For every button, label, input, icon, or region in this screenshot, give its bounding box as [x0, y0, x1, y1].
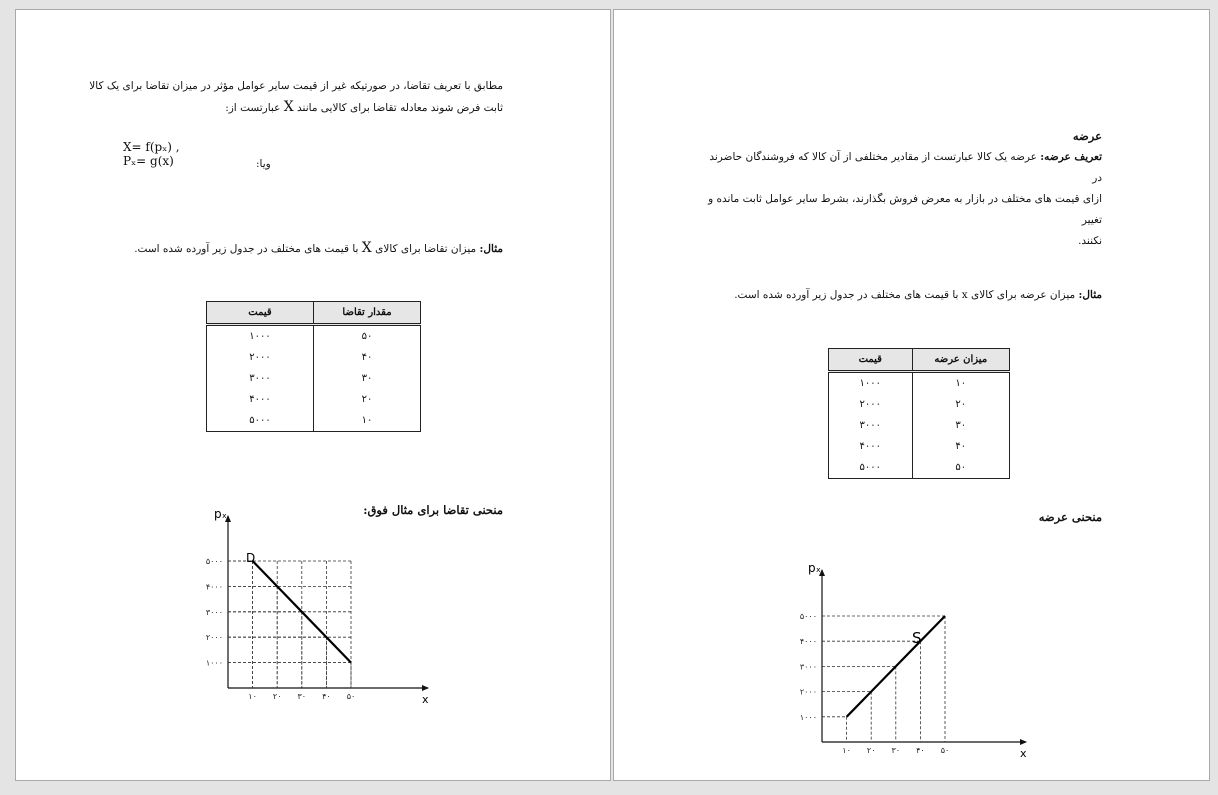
x-tick-label: ۱۰: [248, 692, 257, 701]
y-tick-label: ۵۰۰۰: [799, 612, 817, 621]
x-tick-label: ۳۰: [891, 746, 901, 755]
intro-line-2: [83, 97, 503, 119]
table-cell: ۱۰۰۰: [829, 372, 913, 395]
y-axis-label: pₓ: [808, 561, 821, 575]
table-row: [207, 389, 421, 410]
table-cell: ۵۰۰۰: [207, 410, 314, 432]
table-cell: ۱۰: [912, 372, 1009, 395]
table-row: [829, 372, 1010, 395]
y-tick-label: ۲۰۰۰: [205, 633, 223, 643]
intro-variable: X: [283, 99, 294, 115]
example-label: مثال:: [1078, 289, 1102, 301]
table-cell: ۳۰۰۰: [829, 415, 913, 436]
supply-example-line: [734, 285, 1102, 306]
table-cell: ۴۰۰۰: [829, 436, 913, 457]
example-label: مثال:: [479, 243, 503, 255]
y-tick-label: ۱۰۰۰: [799, 712, 817, 722]
x-tick-label: ۳۰: [297, 692, 307, 701]
intro-line-2-part-a: ثابت فرض شوند معادله تقاضا برای کالایی مانند: [297, 102, 503, 114]
y-tick-label: ۳۰۰۰: [799, 662, 817, 672]
y-axis-label: pₓ: [214, 507, 227, 521]
table-cell: ۲۰۰۰: [829, 394, 913, 415]
supply-definition-paragraph: [702, 147, 1102, 252]
table-cell: ۱۰: [314, 410, 421, 432]
table-row: [207, 347, 421, 368]
x-tick-label: ۴۰: [916, 746, 925, 755]
x-tick-label: ۵۰: [346, 692, 356, 701]
x-tick-label: ۱۰: [842, 746, 851, 755]
x-tick-label: ۲۰: [866, 746, 876, 755]
example-text: میزان عرضه برای کالای x با قیمت های مختلف در جدول زیر آورده شده است.: [734, 289, 1076, 301]
y-tick-label: ۱۰۰۰: [205, 658, 223, 668]
supply-chart: [764, 540, 1054, 760]
y-tick-label: ۵۰۰۰: [205, 557, 223, 566]
table-row: [207, 368, 421, 389]
table-cell: ۲۰۰۰: [207, 347, 314, 368]
table-row: [207, 325, 421, 348]
example-variable: X: [361, 240, 372, 256]
demand-curve-title: منحنی تقاضا برای مثال فوق:: [363, 503, 503, 517]
table-cell: ۴۰: [912, 436, 1009, 457]
demand-chart: [166, 490, 446, 710]
y-tick-label: ۲۰۰۰: [799, 687, 817, 697]
curve-label: S: [912, 629, 922, 647]
table-cell: ۲۰: [314, 389, 421, 410]
example-text-a: میزان تقاضا برای کالای: [375, 243, 477, 255]
intro-line-1: مطابق با تعریف تقاضا، در صورتیکه غیر از قیمت سایر عوامل مؤثر در میزان تقاضا برای یک کالا: [89, 80, 503, 92]
table-row: [829, 415, 1010, 436]
table-cell: ۲۰: [912, 394, 1009, 415]
table-cell: ۵۰: [912, 457, 1009, 479]
table-header-price: قیمت: [207, 302, 314, 325]
table-header-row: [207, 302, 421, 325]
table-cell: ۳۰: [912, 415, 1009, 436]
definition-label: تعریف عرضه:: [1040, 151, 1102, 163]
x-axis-label: x: [422, 693, 429, 706]
table-header-quantity: مقدار تقاضا: [314, 302, 421, 325]
table-header-row: [829, 349, 1010, 372]
table-header-price: قیمت: [829, 349, 913, 372]
equation-inverse-demand: Pₓ= g(x): [123, 154, 174, 168]
demand-table: [206, 301, 421, 432]
x-axis-arrow: [1020, 739, 1027, 745]
intro-line-2-part-b: عبارتست از:: [225, 102, 281, 114]
example-text-b: با قیمت های مختلف در جدول زیر آورده شده است.: [134, 243, 359, 255]
table-cell: ۳۰۰۰: [207, 368, 314, 389]
demand-example-line: [134, 238, 503, 260]
table-cell: ۴۰۰۰: [207, 389, 314, 410]
table-cell: ۴۰: [314, 347, 421, 368]
y-tick-label: ۴۰۰۰: [205, 582, 223, 592]
equation-demand-function: X= f(pₓ) ,: [123, 140, 180, 154]
definition-line-1: [702, 147, 1102, 189]
x-tick-label: ۴۰: [322, 692, 331, 701]
y-tick-label: ۳۰۰۰: [205, 607, 223, 617]
supply-curve-title: منحنی عرضه: [1038, 510, 1102, 524]
curve-label: D: [246, 551, 256, 565]
table-row: [207, 410, 421, 432]
equation-or-label: ویا:: [256, 158, 271, 170]
table-cell: ۵۰: [314, 325, 421, 348]
document-page-left: [15, 9, 611, 781]
definition-line-1-text: عرضه یک کالا عبارتست از مقادیر مختلفی از آن کالا که فروشندگان حاضرند در: [709, 151, 1102, 184]
x-axis-arrow: [422, 685, 429, 691]
x-tick-label: ۲۰: [272, 692, 282, 701]
y-tick-label: ۴۰۰۰: [799, 637, 817, 647]
table-row: [829, 436, 1010, 457]
definition-line-3: نکنند.: [1078, 235, 1102, 247]
supply-table: [828, 348, 1010, 479]
definition-line-2: ازای قیمت های مختلف در بازار به معرض فروش بگذارند، بشرط سایر عوامل ثابت مانده و تغییر: [708, 193, 1102, 226]
table-cell: ۵۰۰۰: [829, 457, 913, 479]
table-cell: ۱۰۰۰: [207, 325, 314, 348]
demand-intro-paragraph: [83, 76, 503, 119]
demand-equations: [123, 140, 180, 168]
table-header-supply: میزان عرضه: [912, 349, 1009, 372]
x-axis-label: x: [1020, 747, 1027, 760]
supply-heading: عرضه: [1072, 129, 1102, 143]
table-cell: ۳۰: [314, 368, 421, 389]
x-tick-label: ۵۰: [940, 746, 950, 755]
table-row: [829, 457, 1010, 479]
document-page-right: [613, 9, 1210, 781]
table-row: [829, 394, 1010, 415]
